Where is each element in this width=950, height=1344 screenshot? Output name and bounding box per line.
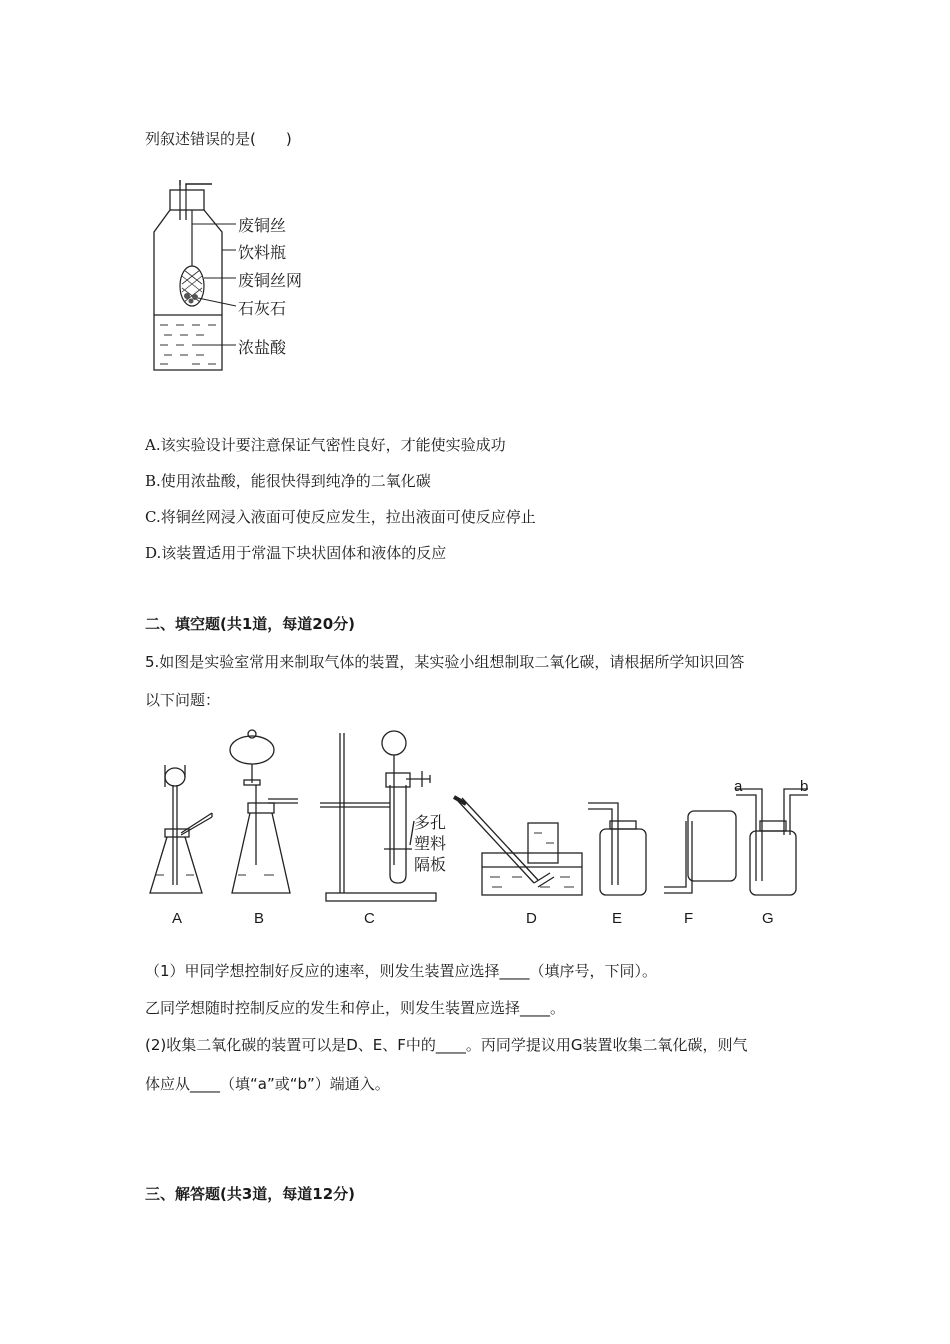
apparatus-label-b: B xyxy=(254,910,265,927)
apparatus-label-g: G xyxy=(762,910,774,927)
subquestion-1-line1: （1）甲同学想控制好反应的速率，则发生装置应选择____（填序号，下同）。 xyxy=(145,962,658,980)
port-label-b: b xyxy=(800,778,809,795)
question-stem-line2: 以下问题： xyxy=(145,691,221,709)
figure-label-hcl: 浓盐酸 xyxy=(238,338,287,357)
option-b: B.使用浓盐酸，能很快得到纯净的二氧化碳 xyxy=(145,472,431,490)
question-stem-line1: 5.如图是实验室常用来制取气体的装置，某实验小组想制取二氧化碳，请根据所学知识回答 xyxy=(145,653,745,671)
figure-label-limestone: 石灰石 xyxy=(238,299,287,318)
question-stem-tail: 列叙述错误的是( ) xyxy=(145,130,292,148)
apparatus-figure xyxy=(140,725,820,905)
port-label-a: a xyxy=(734,778,743,795)
figure-label-bottle: 饮料瓶 xyxy=(238,243,287,262)
apparatus-label-a: A xyxy=(172,910,183,927)
subquestion-1-line2: 乙同学想随时控制反应的发生和停止，则发生装置应选择____。 xyxy=(145,999,566,1017)
apparatus-label-d: D xyxy=(526,910,537,927)
subquestion-2-line1: (2)收集二氧化碳的装置可以是D、E、F中的____。丙同学提议用G装置收集二氧化碳，则气 xyxy=(145,1036,748,1054)
option-d: D.该装置适用于常温下块状固体和液体的反应 xyxy=(145,544,447,562)
plate-label-line2: 塑料 xyxy=(414,834,447,853)
figure-label-copper-mesh: 废铜丝网 xyxy=(238,271,303,290)
apparatus-label-c: C xyxy=(364,910,375,927)
apparatus-label-e: E xyxy=(612,910,623,927)
figure-label-copper-wire: 废铜丝 xyxy=(238,216,287,235)
subquestion-2-line2: 体应从____（填“a”或“b”）端通入。 xyxy=(145,1075,390,1093)
section-title: 三、解答题(共3道，每道12分) xyxy=(145,1185,356,1203)
plate-label-line1: 多孔 xyxy=(414,813,447,832)
option-c: C.将铜丝网浸入液面可使反应发生，拉出液面可使反应停止 xyxy=(145,508,536,526)
apparatus-label-f: F xyxy=(684,910,694,927)
section-title: 二、填空题(共1道，每道20分) xyxy=(145,615,356,633)
plate-label-line3: 隔板 xyxy=(414,855,447,874)
option-a: A.该实验设计要注意保证气密性良好，才能使实验成功 xyxy=(145,436,506,454)
